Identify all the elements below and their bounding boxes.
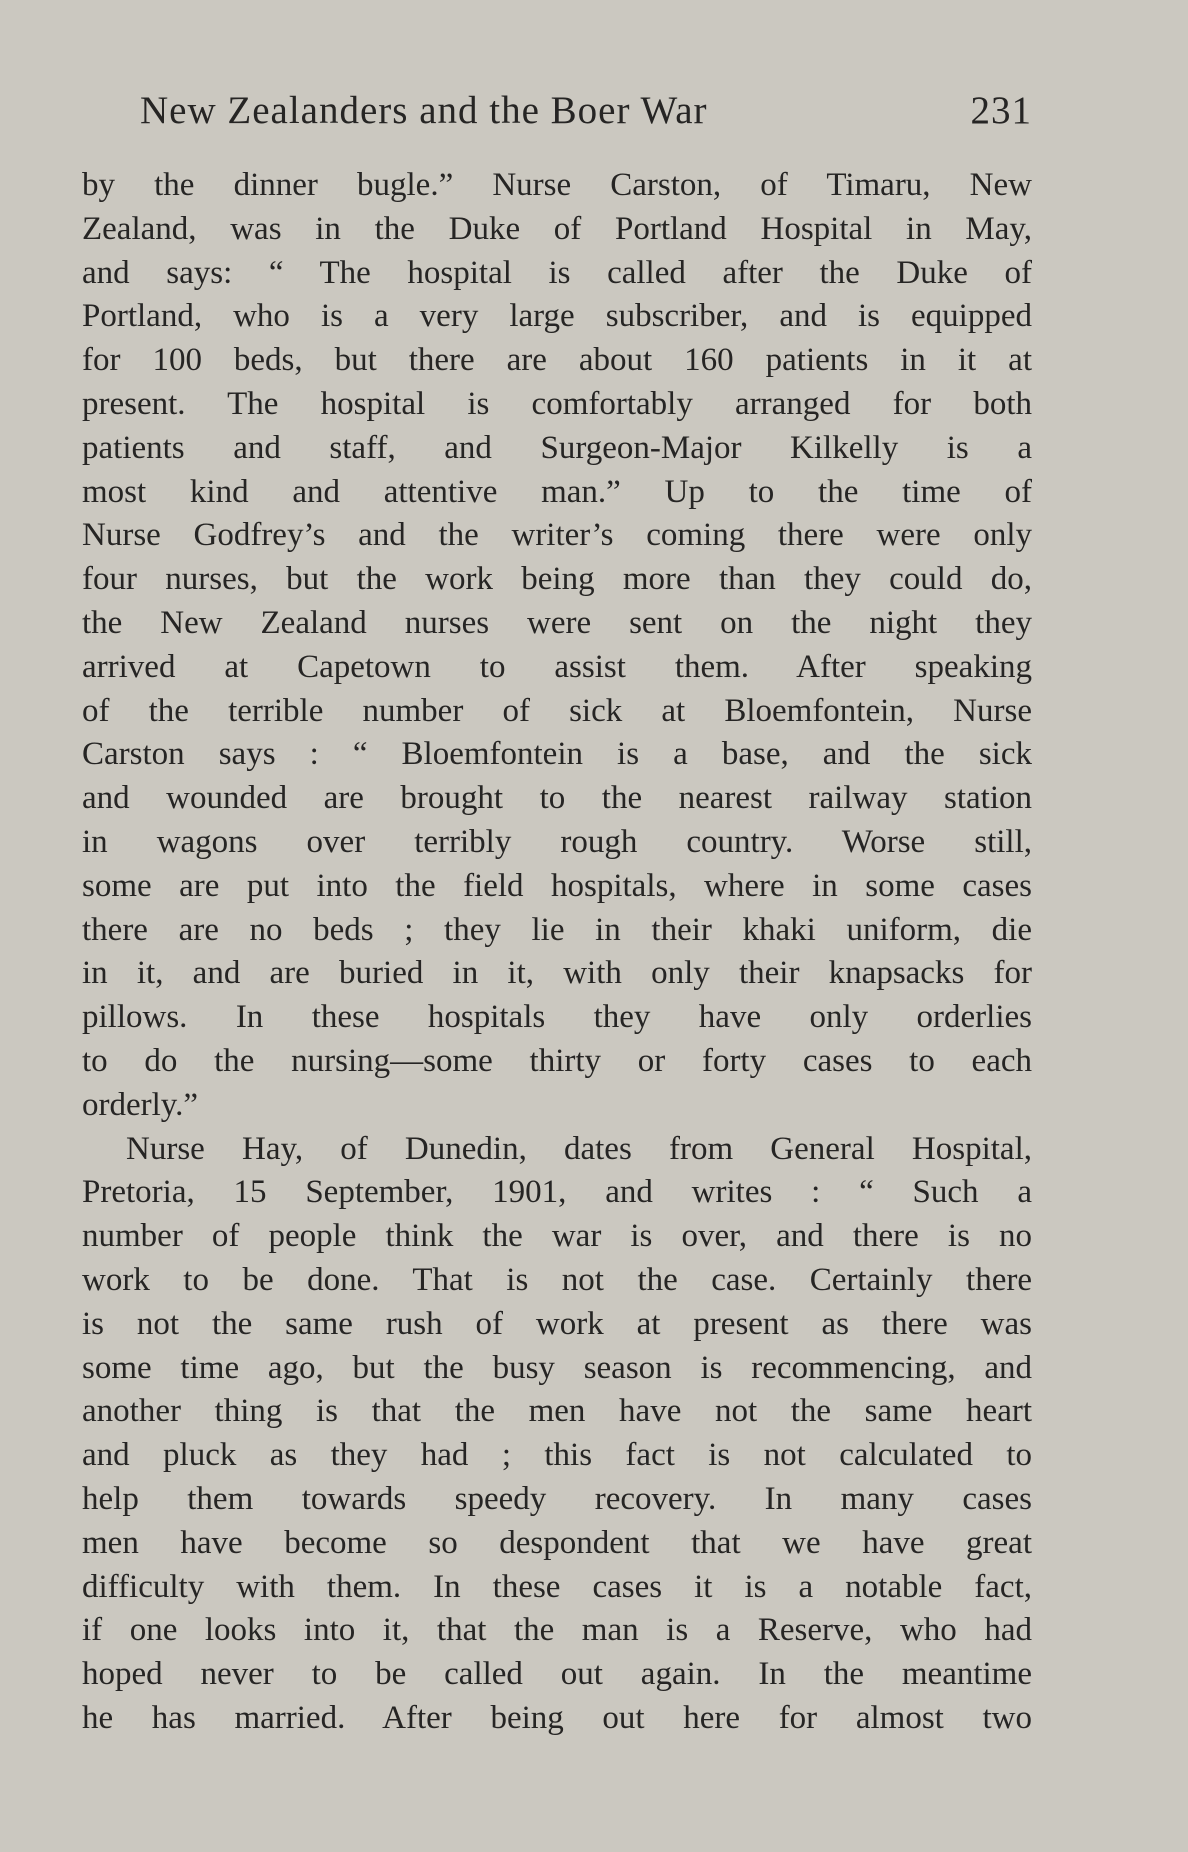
running-header (140, 88, 1032, 133)
text-line: by the dinner bugle.” Nurse Carston, of Timaru, New (82, 167, 1032, 203)
text-line: pillows. In these hospitals they have only orderlies (82, 999, 1032, 1036)
text-line: some are put into the field hospitals, where in some cases (82, 867, 1032, 904)
text-line: number of people think the war is over, and there is no (82, 1218, 1032, 1255)
text-line: Portland, who is a very large subscriber, and is equipped (82, 298, 1032, 335)
text-line: orderly.” (82, 1086, 199, 1123)
text-line: and wounded are brought to the nearest railway station (82, 780, 1032, 817)
text-line: and says: “ The hospital is called after the Duke of (82, 254, 1032, 291)
text-line: Nurse Hay, of Dunedin, dates from General Hospital, (126, 1130, 1032, 1167)
text-line: four nurses, but the work being more than they could do, (82, 561, 1032, 598)
text-line: is not the same rush of work at present as there was (82, 1305, 1032, 1342)
text-line: Zealand, was in the Duke of Portland Hospital in May, (82, 210, 1032, 247)
text-line: if one looks into it, that the man is a Reserve, who had (82, 1612, 1032, 1649)
text-line: there are no beds ; they lie in their khaki uniform, die (82, 911, 1032, 948)
page-body-text (82, 164, 1032, 1741)
text-line: help them towards speedy recovery. In many cases (82, 1480, 1032, 1517)
text-line: of the terrible number of sick at Bloemfontein, Nurse (82, 692, 1032, 729)
text-line: hoped never to be called out again. In the meantime (82, 1656, 1032, 1693)
text-line: Nurse Godfrey’s and the writer’s coming there were only (82, 517, 1032, 554)
text-line: another thing is that the men have not the same heart (82, 1393, 1032, 1430)
running-title: New Zealanders and the Boer War (140, 89, 708, 132)
text-line: in wagons over terribly rough country. Worse still, (82, 823, 1032, 860)
text-line: some time ago, but the busy season is recommencing, and (82, 1349, 1032, 1386)
text-line: present. The hospital is comfortably arranged for both (82, 385, 1032, 422)
text-line: and pluck as they had ; this fact is not calculated to (82, 1437, 1032, 1474)
text-line: the New Zealand nurses were sent on the night they (82, 604, 1032, 641)
text-line: to do the nursing—some thirty or forty cases to each (82, 1042, 1032, 1079)
text-line: work to be done. That is not the case. Certainly there (82, 1261, 1032, 1298)
text-line: difficulty with them. In these cases it is a notable fact, (82, 1568, 1032, 1605)
text-line: arrived at Capetown to assist them. After speaking (82, 648, 1032, 685)
text-line: patients and staff, and Surgeon-Major Kilkelly is a (82, 429, 1032, 466)
text-line: most kind and attentive man.” Up to the time of (82, 473, 1032, 510)
text-line: Pretoria, 15 September, 1901, and writes : “ Such a (82, 1174, 1032, 1211)
text-line: he has married. After being out here for almost two (82, 1699, 1032, 1736)
text-line: men have become so despondent that we have great (82, 1524, 1032, 1561)
text-line: Carston says : “ Bloemfontein is a base, and the sick (82, 736, 1032, 773)
text-line: for 100 beds, but there are about 160 patients in it at (82, 342, 1032, 379)
page-number: 231 (970, 89, 1032, 132)
text-line: in it, and are buried in it, with only their knapsacks for (82, 955, 1032, 992)
